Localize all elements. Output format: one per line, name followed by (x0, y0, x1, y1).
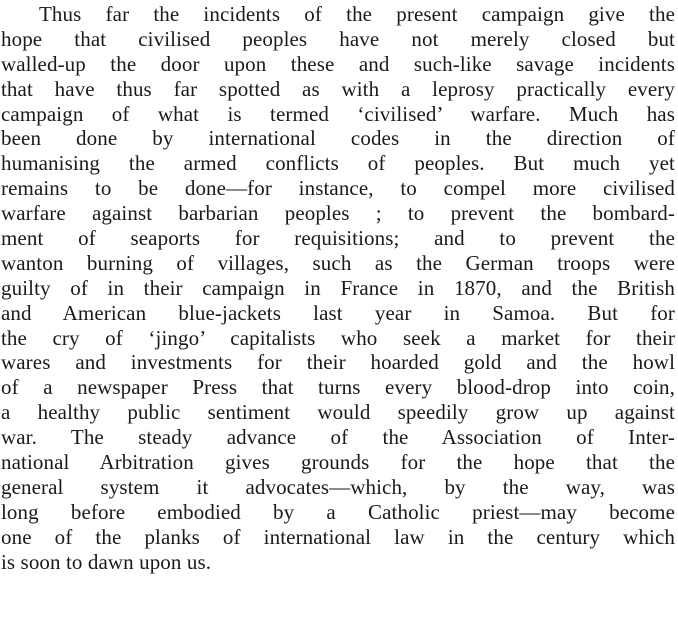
text-line: guilty of in their campaign in France in 1870, and the British (1, 275, 675, 300)
text-line: walled-up the door upon these and such-like savage incidents (1, 51, 675, 76)
text-line: been done by international codes in the direction of (1, 126, 675, 151)
text-line: a healthy public sentiment would speedily grow up against (1, 400, 675, 425)
text-line: warfare against barbarian peoples ; to prevent the bombard- (1, 201, 675, 226)
text-line: general system it advocates—which, by the way, was (1, 474, 675, 499)
text-line: humanising the armed conflicts of peoples. But much yet (1, 151, 675, 176)
text-line: Thus far the incidents of the present campaign give the (39, 2, 675, 26)
text-line: campaign of what is termed ‘civilised’ warfare. Much has (1, 101, 675, 126)
text-line: one of the planks of international law in the century which (1, 524, 675, 549)
text-line: wanton burning of villages, such as the German troops were (1, 250, 675, 275)
text-line: wares and investments for their hoarded gold and the howl (1, 350, 675, 375)
text-line: remains to be done—for instance, to compel more civilised (1, 176, 675, 201)
text-line: that have thus far spotted as with a leprosy practically every (1, 76, 675, 101)
text-line: and American blue-jackets last year in Samoa. But for (1, 300, 675, 325)
text-line: long before embodied by a Catholic priest—may become (1, 499, 675, 524)
text-line: war. The steady advance of the Association of Inter- (1, 425, 675, 450)
text-line: hope that civilised peoples have not merely closed but (1, 26, 675, 51)
text-line: the cry of ‘jingo’ capitalists who seek a market for their (1, 325, 675, 350)
text-line: of a newspaper Press that turns every blood-drop into coin, (1, 375, 675, 400)
body-paragraph (1, 2, 675, 574)
text-line: national Arbitration gives grounds for the hope that the (1, 450, 675, 475)
text-line: ment of seaports for requisitions; and to prevent the (1, 226, 675, 251)
text-line: is soon to dawn upon us. (1, 549, 212, 574)
